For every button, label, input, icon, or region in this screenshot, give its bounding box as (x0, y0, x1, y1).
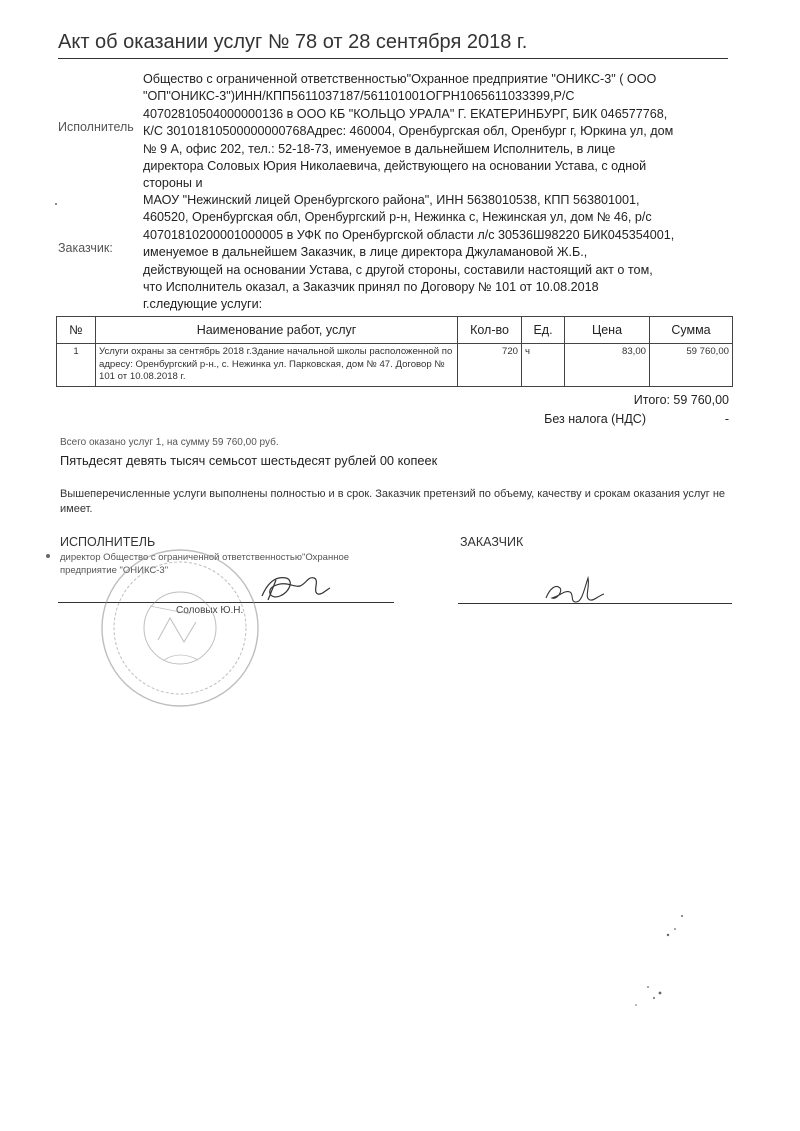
header-sum: Сумма (650, 317, 733, 344)
executor-signatory-name: Соловых Ю.Н. (176, 605, 244, 616)
amount-in-words: Пятьдесят девять тысяч семьсот шестьдесят рублей 00 копеек (60, 453, 438, 468)
customer-signature-title: ЗАКАЗЧИК (460, 535, 524, 549)
total-label: Итого: (633, 393, 670, 407)
row-service-name: Услуги охраны за сентябрь 2018 г.Здание начальной школы расположенной по адресу: Оренбургский р-н., с. Нежинка ул. Парковская, дом № 47. Договор № 101 от 10.08.2018 г. (96, 344, 458, 387)
row-unit: ч (522, 344, 565, 387)
executor-line: 40702810504000000136 в ООО КБ "КОЛЬЦО УРАЛА" Г. ЕКАТЕРИНБУРГ, БИК 046577768, (143, 106, 668, 121)
executor-line: К/С 30101810500000000768Адрес: 460004, Оренбургская обл, Оренбург г, Юркина ул, дом (143, 124, 674, 139)
executor-line: № 9 А, офис 202, тел.: 52-18-73, именуемое в дальнейшем Исполнитель, в лице (143, 141, 616, 156)
header-unit: Ед. (522, 317, 565, 344)
services-summary: Всего оказано услуг 1, на сумму 59 760,00 руб. (60, 437, 279, 448)
row-quantity: 720 (458, 344, 522, 387)
total-value: 59 760,00 (673, 393, 729, 407)
customer-line: г.следующие услуги: (143, 297, 263, 312)
executor-line: стороны и (143, 176, 203, 191)
header-quantity: Кол-во (458, 317, 522, 344)
tax-value: - (724, 412, 729, 426)
customer-line: 460520, Оренбургская обл, Оренбургский р-н, Нежинка с, Нежинская ул, дом № 46, р/с (143, 210, 652, 225)
row-number: 1 (57, 344, 96, 387)
executor-signature-subtitle: директор Общество с ограниченной ответственностью"Охранное предприятие "ОНИКС-3" (60, 552, 350, 576)
company-seal (102, 550, 258, 706)
executor-label: Исполнитель (58, 120, 134, 134)
executor-signature-title: ИСПОЛНИТЕЛЬ (60, 535, 156, 549)
executor-line: "ОП"ОНИКС-3")ИНН/КПП5611037187/561101001ОГРН1065611033399,Р/С (143, 89, 575, 104)
row-sum: 59 760,00 (650, 344, 733, 387)
document-title: Акт об оказании услуг № 78 от 28 сентября 2018 г. (58, 31, 728, 59)
header-name: Наименование работ, услуг (96, 317, 458, 344)
tax-label: Без налога (НДС) (544, 412, 646, 426)
scan-specks (46, 203, 683, 1006)
row-price: 83,00 (565, 344, 650, 387)
customer-line: 40701810200001000005 в УФК по Оренбургской области л/с 30536Ш98220 БИК045354001, (143, 227, 675, 242)
customer-line: действующей на основании Устава, с другой стороны, составили настоящий акт о том, (143, 262, 653, 277)
executor-line: директора Соловых Юрия Николаевича, действующего на основании Устава, с одной (143, 159, 647, 174)
header-number: № (57, 317, 96, 344)
acceptance-note: Вышеперечисленные услуги выполнены полностью и в срок. Заказчик претензий по объему, качеству и срокам оказания услуг не имеет. (60, 488, 726, 515)
customer-line: МАОУ "Нежинский лицей Оренбургского района", ИНН 5638010538, КПП 563801001, (143, 193, 640, 207)
executor-signature (262, 578, 330, 600)
customer-signature (546, 578, 604, 602)
header-price: Цена (565, 317, 650, 344)
customer-line: что Исполнитель оказал, а Заказчик принял по Договору № 101 от 10.08.2018 (143, 280, 599, 295)
customer-label: Заказчик: (58, 241, 113, 255)
customer-line: именуемое в дальнейшем Заказчик, в лице директора Джуламановой Ж.Б., (143, 245, 588, 260)
executor-line: Общество с ограниченной ответственностью"Охранное предприятие "ОНИКС-3" ( ООО (143, 72, 657, 86)
